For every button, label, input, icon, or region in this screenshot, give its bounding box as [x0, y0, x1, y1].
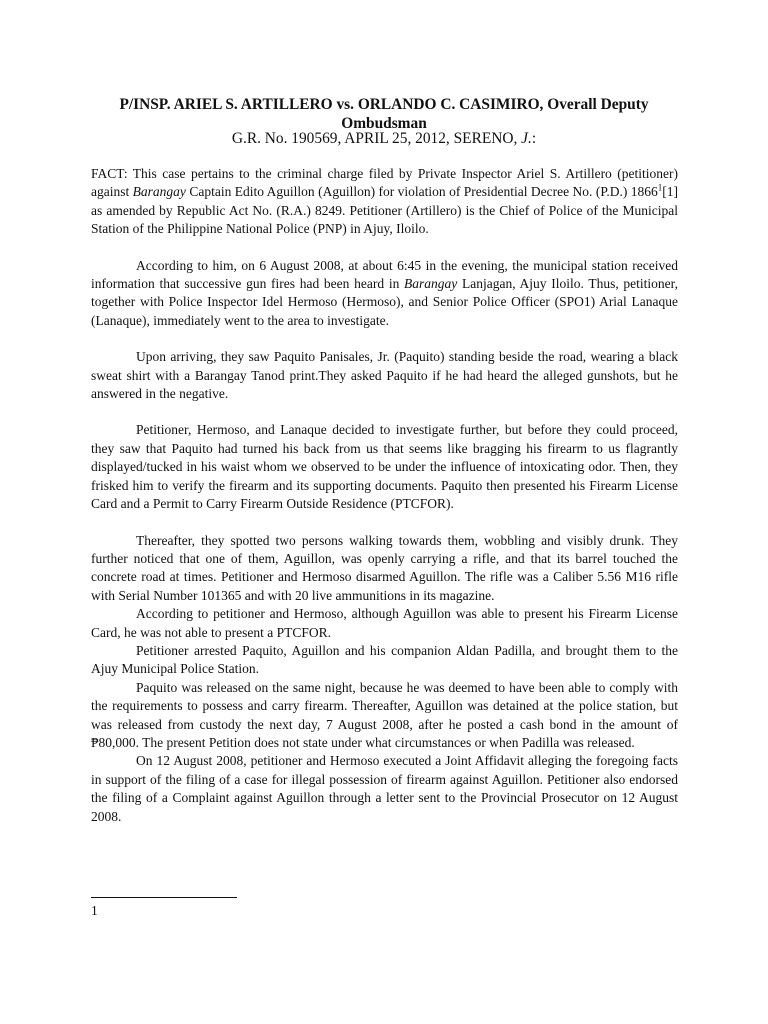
p1-italic-barangay: Barangay: [132, 184, 186, 200]
paragraph-fact: [91, 165, 678, 239]
p2-text-a: According to him, on 6 August 2008, at about 6:45 in the evening, the municipal station received information that successive gun fires had been heard in: [91, 257, 678, 292]
citation-end: :: [531, 130, 537, 147]
case-citation: [100, 129, 668, 148]
p2-text-c: Lanjagan, Ajuy Iloilo. Thus, petitioner, together with Police Inspector Idel Hermoso (Hermoso), and Senior Police Officer (SPO1) Arial Lanaque (Lanaque), immediately went to the area to investigate.: [91, 276, 678, 328]
citation-text: G.R. No. 190569, APRIL 25, 2012, SERENO,: [231, 130, 522, 147]
p1-text-a: FACT: This case pertains to the criminal charge filed by Private Inspector Ariel S. Artillero (petitioner) against: [91, 166, 678, 200]
footnote-divider: [91, 897, 237, 898]
footnote-ref[interactable]: 1: [657, 182, 663, 193]
paragraph-9: On 12 August 2008, petitioner and Hermoso executed a Joint Affidavit alleging the foregoing facts in support of the filing of a case for illegal possession of firearm against Aguillon. Petitioner also endorsed the filing of a Complaint against Aguillon through a letter sent to the Provincial Prosecutor on 12 August 2008.: [91, 753, 678, 824]
footnote-number: 1: [91, 903, 98, 918]
p1-text-d: [1] as amended by Republic Act No. (R.A.) 8249. Petitioner (Artillero) is the Chief of Police of the Municipal Station of the Philippine National Police (PNP) in Ajuy, Iloilo.: [91, 184, 678, 237]
p2-italic-barangay: Barangay: [404, 276, 458, 292]
paragraph-7: Petitioner arrested Paquito, Aguillon and his companion Aldan Padilla, and brought them to the Ajuy Municipal Police Station.: [91, 642, 678, 677]
document-body: [91, 165, 678, 826]
p1-text-c: Captain Edito Aguillon (Aguillon) for violation of Presidential Decree No. (P.D.) 1866: [185, 184, 658, 200]
paragraph-5: Thereafter, they spotted two persons walking towards them, wobbling and visibly drunk. They further noticed that one of them, Aguillon, was openly carrying a rifle, and that its barrel touched the concrete road at times. Petitioner and Hermoso disarmed Aguillon. The rifle was a Caliber 5.56 M16 rifle with Serial Number 101365 and with 20 live ammunitions in its magazine.: [91, 532, 678, 603]
paragraph-2: [91, 257, 678, 331]
paragraph-6: According to petitioner and Hermoso, although Aguillon was able to present his Firearm License Card, he was not able to present a PTCFOR.: [91, 606, 678, 640]
paragraph-4: Petitioner, Hermoso, and Lanaque decided to investigate further, but before they could proceed, they saw that Paquito had turned his back from us that seems like bragging his firearm to us flagrantly displayed/tucked in his waist whom we observed to be under the influence of intoxicating odor. Then, they frisked him to verify the firearm and its supporting documents. Paquito then presented his Firearm License Card and a Permit to Carry Firearm Outside Residence (PTCFOR).: [91, 422, 678, 512]
citation-judge: J.: [521, 130, 532, 147]
paragraph-8: Paquito was released on the same night, because he was deemed to have been able to comply with the requirements to possess and carry firearm. Thereafter, Aguillon was detained at the police station, but was released from custody the next day, 7 August 2008, after he posted a cash bond in the amount of ₱80,000. The present Petition does not state under what circumstances or when Padilla was released.: [91, 679, 678, 750]
case-title: [100, 95, 668, 133]
case-title-line2: Ombudsman: [341, 115, 427, 132]
case-title-line1: P/INSP. ARIEL S. ARTILLERO vs. ORLANDO C. CASIMIRO, Overall Deputy: [119, 96, 649, 113]
paragraph-3: Upon arriving, they saw Paquito Panisales, Jr. (Paquito) standing beside the road, wearing a black sweat shirt with a Barangay Tanod print.They asked Paquito if he had heard the alleged gunshots, but he answered in the negative.: [91, 349, 678, 402]
